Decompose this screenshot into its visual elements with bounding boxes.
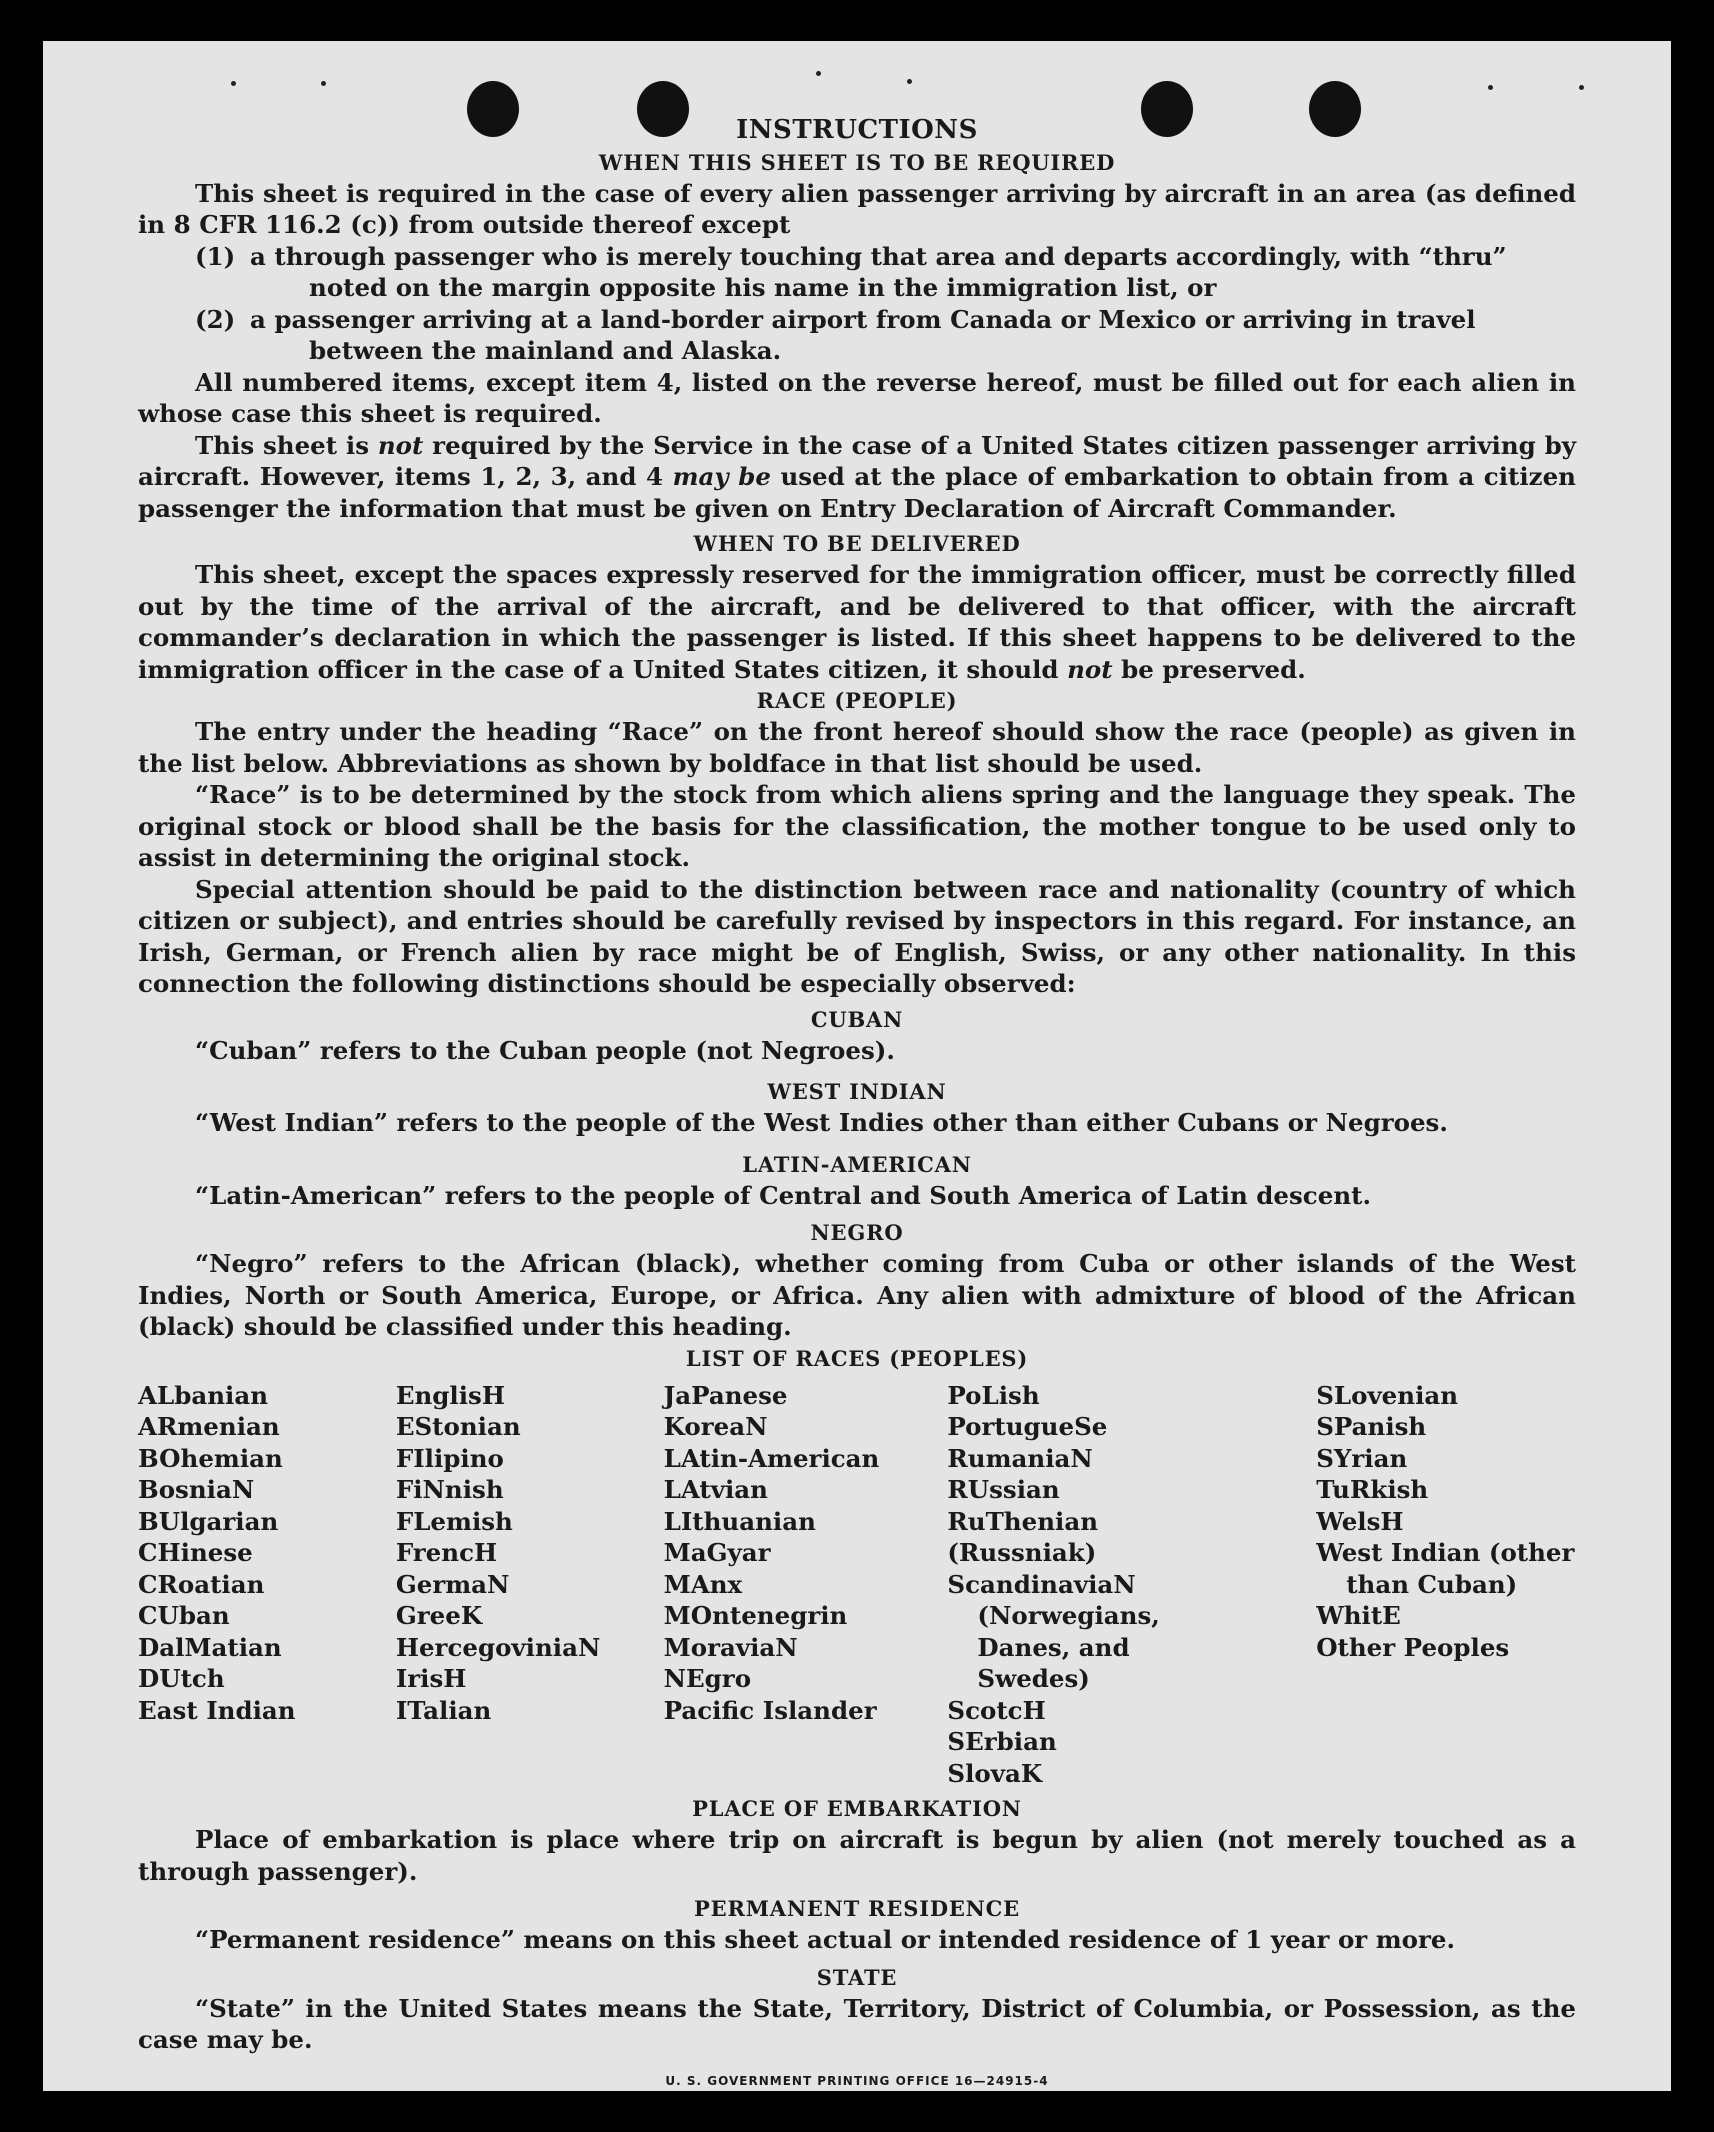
exception-item: (2) a passenger arriving at a land-border airport from Canada or Mexico or arriving in travel between the mainland and Alaska. [195, 304, 1476, 365]
race-item: RuThenian (Russniak) [947, 1506, 1099, 1567]
paragraph: This sheet is required in the case of every alien passenger arriving by aircraft in an area (as defined in 8 CFR 116.2 (c)) from outside thereof except [138, 178, 1576, 239]
race-column [664, 1380, 948, 1790]
section-heading: PERMANENT RESIDENCE [694, 1896, 1020, 1921]
speck [907, 79, 912, 84]
race-item: CHinese [138, 1538, 253, 1567]
speck [321, 81, 326, 86]
paragraph: “State” in the United States means the State, Territory, District of Columbia, or Possession, as the case may be. [138, 1993, 1576, 2054]
race-item: GreeK [395, 1601, 483, 1630]
race-item: MAnx [663, 1569, 743, 1599]
race-column [138, 1380, 396, 1790]
race-item: ITalian [395, 1695, 492, 1725]
paragraph: This sheet is not required by the Service in the case of a United States citizen passenger arriving by aircraft. However, items 1, 2, 3, and 4 may be used at the place of embarkation to obtain from a citizen passenger the information that must be given on Entry Declaration of Aircraft Commander. [138, 430, 1576, 523]
race-item: IrisH [395, 1664, 467, 1693]
section-heading: WHEN THIS SHEET IS TO BE REQUIRED [598, 149, 1116, 175]
race-item: ARmenian [138, 1412, 280, 1441]
instructions-content [138, 111, 1576, 2097]
paragraph: “Negro” refers to the African (black), whether coming from Cuba or other islands of the West Indies, North or South America, Europe, or Africa. Any alien with admixture of blood of the African (black) should be classified under this heading. [138, 1249, 1576, 1341]
race-column [396, 1380, 664, 1790]
paragraph: The entry under the heading “Race” on the front hereof should show the race (people) as given in the list below. Abbreviations as shown by boldface in that list should be used. [138, 717, 1576, 778]
section-heading: WHEN TO BE DELIVERED [693, 531, 1021, 556]
speck [1579, 85, 1584, 90]
race-item: LAtin-American [663, 1443, 880, 1473]
section-heading: RACE (PEOPLE) [756, 688, 958, 713]
race-item: BUlgarian [138, 1506, 279, 1536]
race-item: EnglisH [395, 1380, 505, 1410]
race-item: KoreaN [663, 1412, 768, 1441]
race-item: CUban [138, 1601, 230, 1630]
paragraph: “Latin-American” refers to the people of Central and South America of Latin descent. [195, 1180, 1371, 1210]
race-item: WelsH [1316, 1506, 1404, 1536]
race-list [138, 1380, 1576, 1790]
race-item: TuRkish [1316, 1475, 1429, 1504]
race-item: JaPanese [663, 1380, 788, 1410]
race-item: Other Peoples [1316, 1632, 1510, 1662]
race-item: MOntenegrin [663, 1601, 848, 1630]
speck [816, 71, 821, 76]
paragraph: All numbered items, except item 4, listed on the reverse hereof, must be filled out for each alien in whose case this sheet is required. [138, 367, 1576, 428]
race-item: FIlipino [395, 1443, 504, 1473]
section-heading: LIST OF RACES (PEOPLES) [685, 1345, 1029, 1371]
page-title: INSTRUCTIONS [736, 115, 978, 145]
race-item: West Indian (other than Cuban) [1316, 1538, 1575, 1599]
race-item: EStonian [395, 1412, 521, 1441]
exception-item: (1) a through passenger who is merely touching that area and departs accordingly, with “thru” noted on the margin opposite his name in the immigration list, or [195, 241, 1507, 302]
section-heading: PLACE OF EMBARKATION [692, 1796, 1022, 1821]
section-heading: NEGRO [810, 1220, 904, 1245]
section-heading: LATIN-AMERICAN [742, 1151, 972, 1177]
section-heading: CUBAN [810, 1006, 904, 1032]
race-item: LIthuanian [663, 1506, 816, 1536]
paragraph: “Cuban” refers to the Cuban people (not Negroes). [195, 1035, 895, 1065]
race-item: FiNnish [395, 1475, 504, 1504]
paragraph: “Race” is to be determined by the stock from which aliens spring and the language they speak. The original stock or blood shall be the basis for the classification, the mother tongue to be used only to assist in determining the original stock. [138, 780, 1576, 872]
race-item: Pacific Islander [663, 1695, 877, 1725]
race-column [1241, 1380, 1576, 1790]
race-item: WhitE [1316, 1601, 1401, 1630]
race-item: HercegoviniaN [395, 1632, 601, 1662]
race-item: MoraviaN [663, 1632, 798, 1662]
document-sheet [43, 41, 1671, 2091]
race-item: SErbian [947, 1727, 1057, 1756]
printing-office-footer: U. S. GOVERNMENT PRINTING OFFICE 16—24915-4 [665, 2073, 1049, 2088]
race-item: LAtvian [663, 1475, 768, 1504]
race-item: RUssian [947, 1475, 1060, 1504]
race-item: DUtch [138, 1664, 225, 1693]
paragraph: This sheet, except the spaces expressly reserved for the immigration officer, must be correctly filled out by the time of the arrival of the aircraft, and be delivered to that officer, with the aircraft commander’s declaration in which the passenger is listed. If this sheet happens to be delivered to the immigration officer in the case of a United States citizen, it should not be preserved. [138, 560, 1576, 684]
race-item: RumaniaN [947, 1443, 1093, 1473]
race-item: FLemish [395, 1506, 513, 1536]
race-item: East Indian [138, 1695, 296, 1725]
race-item: SLovenian [1316, 1380, 1459, 1410]
race-item: GermaN [395, 1569, 510, 1599]
race-item: ALbanian [138, 1380, 269, 1410]
section-heading: WEST INDIAN [767, 1079, 947, 1104]
race-item: DalMatian [138, 1632, 282, 1662]
section-heading: STATE [816, 1964, 898, 1990]
race-item: SPanish [1316, 1412, 1427, 1441]
race-item: NEgro [663, 1664, 752, 1693]
paragraph: Place of embarkation is place where trip on aircraft is begun by alien (not merely touched as a through passenger). [138, 1825, 1576, 1886]
race-item: SlovaK [947, 1758, 1043, 1788]
race-column [947, 1380, 1241, 1790]
paragraph: “Permanent residence” means on this sheet actual or intended residence of 1 year or more. [195, 1925, 1456, 1954]
paragraph: Special attention should be paid to the distinction between race and nationality (country of which citizen or subject), and entries should be carefully revised by inspectors in this regard. For instance, an Irish, German, or French alien by race might be of English, Swiss, or any other nationality. In this connection the following distinctions should be especially observed: [138, 874, 1576, 998]
race-item: MaGyar [663, 1538, 771, 1567]
race-item: SYrian [1316, 1443, 1408, 1473]
race-item: CRoatian [138, 1569, 265, 1599]
race-item: BOhemian [138, 1443, 283, 1473]
race-item: PoLish [947, 1380, 1040, 1410]
speck [1488, 85, 1493, 90]
race-item: FrencH [395, 1538, 498, 1567]
race-item: ScandinaviaN (Norwegians, Danes, and Swedes) [947, 1569, 1160, 1693]
race-item: PortugueSe [947, 1412, 1108, 1441]
paragraph: “West Indian” refers to the people of the West Indies other than either Cubans or Negroes. [195, 1108, 1448, 1137]
race-item: BosniaN [138, 1475, 255, 1504]
speck [231, 81, 236, 86]
race-item: ScotcH [947, 1695, 1046, 1725]
